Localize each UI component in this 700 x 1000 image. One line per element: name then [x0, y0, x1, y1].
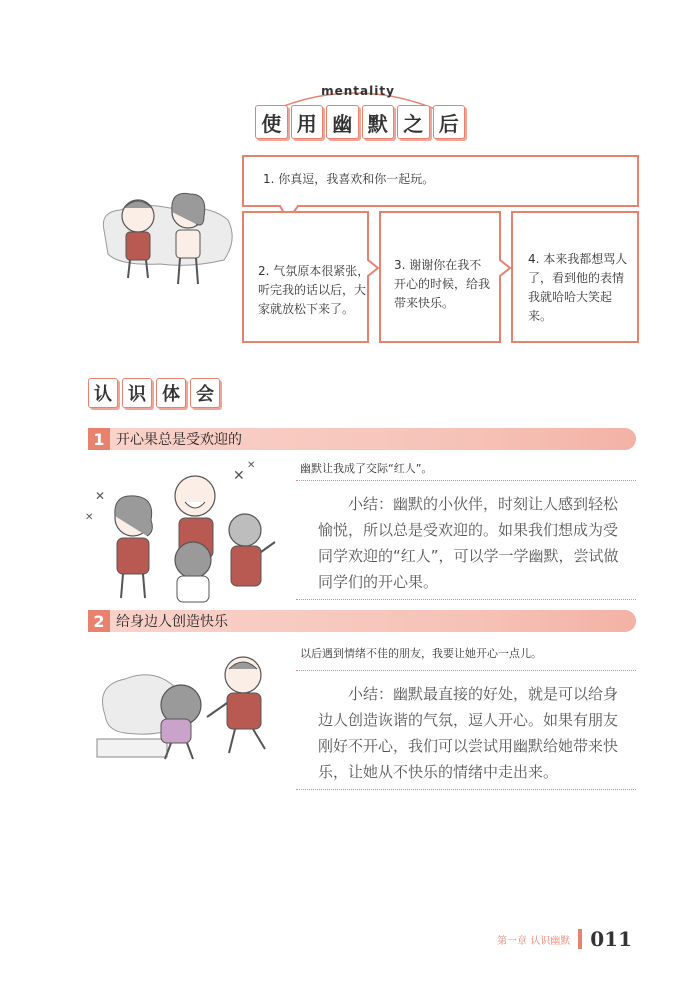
- comic-text-3: 3. 谢谢你在我不开心的时候，给我带来快乐。: [394, 258, 491, 310]
- page-footer: [497, 927, 632, 951]
- header-title: [255, 105, 465, 139]
- header-title-char: 用: [291, 105, 324, 139]
- header-title-char: 默: [362, 105, 395, 139]
- comic-text-1: 1. 你真逗，我喜欢和你一起玩。: [263, 172, 435, 186]
- comic-text-4: 4. 本来我都想骂人了，看到他的表情我就哈哈大笑起来。: [528, 252, 628, 323]
- header-title-char: 使: [255, 105, 288, 139]
- svg-text:✕: ✕: [85, 512, 94, 523]
- item-1-summary: 小结：幽默的小伙伴，时刻让人感到轻松愉悦，所以总是受欢迎的。如果我们想成为受同学欢迎的“红人”，可以学一学幽默，尝试做同学们的开心果。: [296, 480, 636, 600]
- header-title-char: 幽: [326, 105, 359, 139]
- svg-text:✕: ✕: [95, 489, 106, 503]
- svg-text:✕: ✕: [247, 460, 256, 471]
- header-title-char: 后: [433, 105, 466, 139]
- item-2-title: 给身边人创造快乐: [116, 614, 228, 630]
- svg-text:✕: ✕: [233, 468, 245, 484]
- item-1-title: 开心果总是受欢迎的: [116, 432, 242, 448]
- section-title-char: 体: [156, 378, 186, 408]
- page-number: 011: [590, 927, 632, 951]
- header-subtitle: mentality: [321, 84, 395, 98]
- section-title-char: 会: [190, 378, 220, 408]
- item-2-number: 2: [88, 610, 110, 632]
- section-title-char: 识: [122, 378, 152, 408]
- footer-divider: [578, 929, 582, 949]
- section-title-char: 认: [88, 378, 118, 408]
- item-1-number: 1: [88, 428, 110, 450]
- footer-chapter: 第一章 认识幽默: [497, 935, 571, 947]
- item-2-summary: 小结：幽默最直接的好处，就是可以给身边人创造诙谐的气氛，逗人开心。如果有朋友刚好不开心，我们可以尝试用幽默给她带来快乐，让她从不快乐的情绪中走出来。: [296, 670, 636, 790]
- item-2-illustration: [85, 655, 290, 767]
- item-1-illustration: [85, 458, 290, 603]
- section-title: [88, 378, 220, 410]
- item-1-header: [88, 428, 636, 450]
- comic-text-2: 2. 气氛原本很紧张，听完我的话以后，大家就放松下来了。: [258, 264, 370, 316]
- item-1-caption: 幽默让我成了交际“红人”。: [300, 462, 433, 475]
- comic-illustration: [103, 193, 232, 284]
- item-2-caption: 以后遇到情绪不佳的朋友，我要让她开心一点儿。: [300, 647, 542, 660]
- item-2-header: [88, 610, 636, 632]
- header-title-char: 之: [397, 105, 430, 139]
